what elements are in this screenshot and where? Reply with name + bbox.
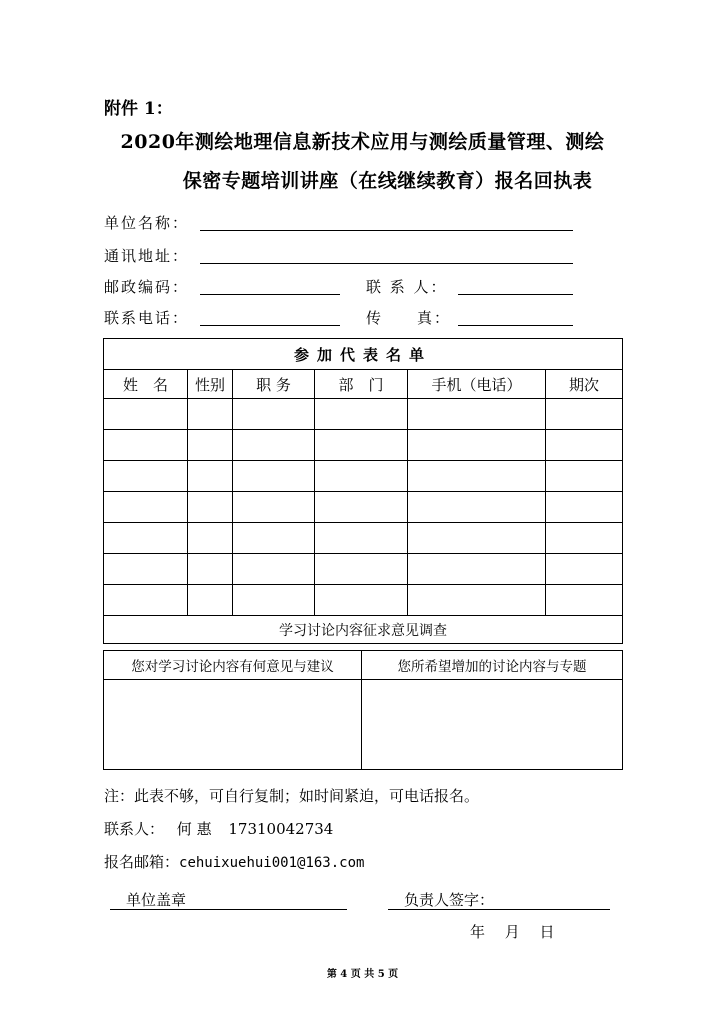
cell-gender[interactable] [188, 554, 233, 585]
contact-info [104, 818, 333, 839]
cell-name[interactable] [104, 430, 188, 461]
form-title-line-1: 2020年测绘地理信息新技术应用与测绘质量管理、测绘 [120, 131, 605, 153]
cell-name[interactable] [104, 554, 188, 585]
survey-right-answer[interactable] [362, 680, 623, 770]
col-header-position: 职 务 [233, 370, 315, 399]
cell-session[interactable] [546, 523, 623, 554]
address-label: 通讯地址： [104, 247, 190, 265]
page-number: 第 4 页 共 5 页 [326, 969, 399, 980]
cell-name[interactable] [104, 492, 188, 523]
table-row [104, 461, 623, 492]
cell-phone[interactable] [408, 523, 546, 554]
signature-label: 负责人签字： [404, 891, 495, 909]
cell-session[interactable] [546, 585, 623, 616]
cell-department[interactable] [315, 430, 408, 461]
postcode-field[interactable] [200, 294, 340, 295]
cell-position[interactable] [233, 492, 315, 523]
registration-table [103, 338, 623, 644]
table-row [104, 554, 623, 585]
email-link[interactable]: cehuixuehui001@163.com [179, 855, 365, 871]
seal-line [110, 909, 347, 910]
col-header-department: 部 门 [315, 370, 408, 399]
cell-session[interactable] [546, 399, 623, 430]
col-header-phone: 手机（电话） [408, 370, 546, 399]
cell-position[interactable] [233, 399, 315, 430]
phone-label: 联系电话： [104, 309, 190, 327]
contact-info-label: 联系人： [104, 820, 165, 838]
cell-phone[interactable] [408, 554, 546, 585]
cell-session[interactable] [546, 554, 623, 585]
table-row [104, 430, 623, 461]
cell-session[interactable] [546, 461, 623, 492]
survey-heading: 学习讨论内容征求意见调查 [104, 616, 623, 644]
cell-session[interactable] [546, 430, 623, 461]
note-text: 注：此表不够，可自行复制；如时间紧迫，可电话报名。 [104, 787, 480, 805]
cell-position[interactable] [233, 523, 315, 554]
cell-phone[interactable] [408, 461, 546, 492]
contact-info-phone: 17310042734 [228, 820, 334, 838]
cell-phone[interactable] [408, 430, 546, 461]
cell-name[interactable] [104, 461, 188, 492]
postcode-label: 邮政编码： [104, 278, 190, 296]
cell-gender[interactable] [188, 430, 233, 461]
cell-gender[interactable] [188, 585, 233, 616]
col-header-session: 期次 [546, 370, 623, 399]
cell-phone[interactable] [408, 492, 546, 523]
cell-gender[interactable] [188, 523, 233, 554]
email-info [104, 851, 364, 872]
cell-position[interactable] [233, 554, 315, 585]
cell-name[interactable] [104, 523, 188, 554]
cell-department[interactable] [315, 554, 408, 585]
cell-phone[interactable] [408, 585, 546, 616]
cell-position[interactable] [233, 430, 315, 461]
date-label: 年 月 日 [470, 923, 555, 941]
table-row [104, 492, 623, 523]
unit-name-field[interactable] [200, 230, 573, 231]
signature-line[interactable] [388, 909, 610, 910]
survey-table [103, 650, 623, 770]
cell-name[interactable] [104, 399, 188, 430]
seal-label: 单位盖章 [126, 891, 187, 909]
cell-gender[interactable] [188, 399, 233, 430]
annex-label: 附件 1： [104, 99, 173, 119]
contact-person-label: 联 系 人： [366, 278, 448, 296]
cell-department[interactable] [315, 585, 408, 616]
cell-gender[interactable] [188, 461, 233, 492]
cell-department[interactable] [315, 399, 408, 430]
cell-department[interactable] [315, 461, 408, 492]
email-label: 报名邮箱： [104, 853, 180, 871]
table-row [104, 585, 623, 616]
table-row [104, 523, 623, 554]
cell-position[interactable] [233, 585, 315, 616]
cell-department[interactable] [315, 523, 408, 554]
table-heading: 参加代表名单 [104, 339, 623, 370]
cell-phone[interactable] [408, 399, 546, 430]
contact-info-name: 何 惠 [176, 820, 212, 838]
survey-left-question: 您对学习讨论内容有何意见与建议 [104, 651, 362, 680]
phone-field[interactable] [200, 325, 340, 326]
fax-label: 传 真： [366, 309, 452, 327]
contact-person-field[interactable] [458, 294, 573, 295]
cell-gender[interactable] [188, 492, 233, 523]
survey-right-question: 您所希望增加的讨论内容与专题 [362, 651, 623, 680]
cell-department[interactable] [315, 492, 408, 523]
cell-session[interactable] [546, 492, 623, 523]
cell-position[interactable] [233, 461, 315, 492]
unit-name-label: 单位名称： [104, 214, 190, 232]
address-field[interactable] [200, 263, 573, 264]
cell-name[interactable] [104, 585, 188, 616]
col-header-name: 姓 名 [104, 370, 188, 399]
survey-left-answer[interactable] [104, 680, 362, 770]
table-row [104, 399, 623, 430]
fax-field[interactable] [458, 325, 573, 326]
form-title-line-2: 保密专题培训讲座（在线继续教育）报名回执表 [182, 170, 593, 192]
col-header-gender: 性别 [188, 370, 233, 399]
